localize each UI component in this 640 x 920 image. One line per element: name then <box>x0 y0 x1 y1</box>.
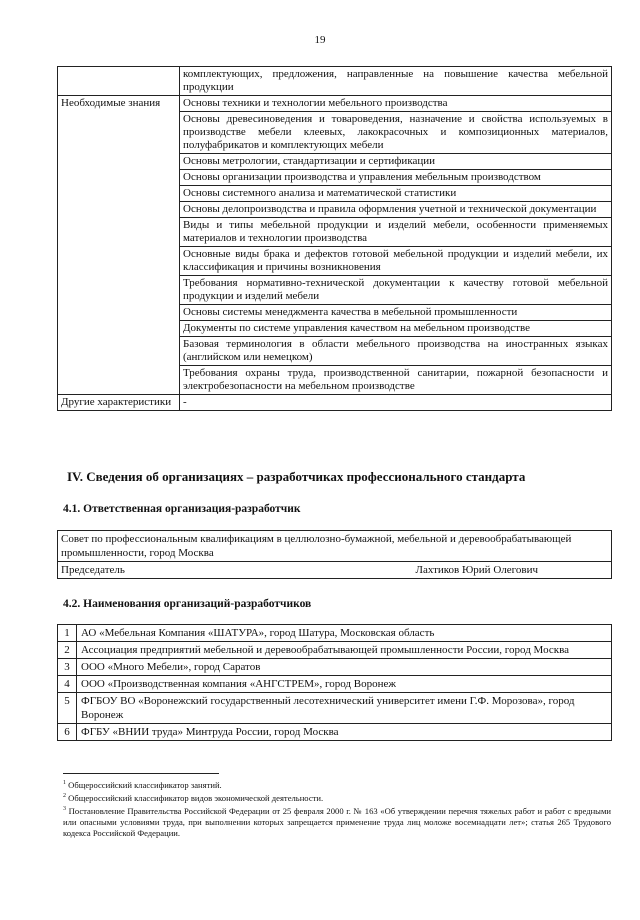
org-name: ООО «Производственная компания «АНГСТРЕМ», город Воронеж <box>77 676 612 693</box>
footnote-mark: 1 <box>63 780 66 786</box>
table-cell: комплектующих, предложения, направленные на повышение качества мебельной продукции <box>180 67 612 96</box>
section-title: IV. Сведения об организациях – разработчиках профессионального стандарта <box>67 469 526 484</box>
footnote <box>63 791 611 804</box>
org-number: 1 <box>58 625 77 642</box>
table-row <box>58 395 612 411</box>
footnote-text: Общероссийский классификатор видов экономической деятельности. <box>66 792 324 803</box>
table-row <box>58 676 612 693</box>
org-name: ФГБОУ ВО «Воронежский государственный лесотехнический университет имени Г.Ф. Морозова», город Воронеж <box>77 693 612 724</box>
responsible-org-name: Совет по профессиональным квалификациям в целлюлозно-бумажной, мебельной и деревообрабатывающей промышленности, город Москва <box>58 531 612 562</box>
footnote-mark: 3 <box>63 805 66 812</box>
page-number: 19 <box>314 34 326 46</box>
footnote-text: Постановление Правительства Российской Федерации от 25 февраля 2000 г. № 163 «Об утверждении перечня тяжелых работ и работ с вредными или опасными условиями труда, при выполнении которых запрещается применение труда лиц моложе восемнадцати лет»; статья 265 Трудового кодекса Российской Федерации. <box>63 805 611 838</box>
table-row <box>58 659 612 676</box>
responsible-person: Лахтиков Юрий Олегович <box>415 564 538 576</box>
knowledge-item: Базовая терминология в области мебельного производства на иностранных языках (английском или немецком) <box>180 337 612 366</box>
org-name: АО «Мебельная Компания «ШАТУРА», город Шатура, Московская область <box>77 625 612 642</box>
org-number: 4 <box>58 676 77 693</box>
knowledge-item: Требования охраны труда, производственной санитарии, пожарной безопасности и электробезопасности на мебельном производстве <box>180 366 612 395</box>
org-number: 6 <box>58 724 77 741</box>
knowledge-item: Основы древесиноведения и товароведения, назначение и свойства используемых в производстве мебели клеевых, лакокрасочных и композиционных материалов, полуфабрикатов и комплектующих мебели <box>180 112 612 154</box>
table-row <box>58 693 612 724</box>
table-row <box>58 531 612 562</box>
footnote-divider <box>63 773 219 774</box>
knowledge-item: Основы делопроизводства и правила оформления учетной и технической документации <box>180 202 612 218</box>
responsible-person-cell <box>58 562 612 579</box>
footnotes <box>63 778 611 839</box>
knowledge-label: Необходимые знания <box>58 96 180 395</box>
knowledge-item: Требования нормативно-технической документации к качеству готовой мебельной продукции и изделий мебели <box>180 276 612 305</box>
table-row <box>58 625 612 642</box>
other-value: - <box>180 395 612 411</box>
other-label: Другие характеристики <box>58 395 180 411</box>
knowledge-table <box>57 66 612 411</box>
org-name: ООО «Много Мебели», город Саратов <box>77 659 612 676</box>
developer-orgs-table <box>57 624 612 741</box>
org-number: 5 <box>58 693 77 724</box>
table-row <box>58 96 612 112</box>
org-number: 3 <box>58 659 77 676</box>
footnote <box>63 778 611 791</box>
knowledge-item: Виды и типы мебельной продукции и изделий мебели, особенности применяемых материалов и технологии производства <box>180 218 612 247</box>
org-name: ФГБУ «ВНИИ труда» Минтруда России, город Москва <box>77 724 612 741</box>
knowledge-item: Основные виды брака и дефектов готовой мебельной продукции и изделий мебели, их классификация и причины возникновения <box>180 247 612 276</box>
table-cell-empty <box>58 67 180 96</box>
org-number: 2 <box>58 642 77 659</box>
org-name: Ассоциация предприятий мебельной и деревообрабатывающей промышленности России, город Москва <box>77 642 612 659</box>
footnote-mark: 2 <box>63 792 66 799</box>
knowledge-item: Документы по системе управления качеством на мебельном производстве <box>180 321 612 337</box>
responsible-org-heading: 4.1. Ответственная организация-разработчик <box>63 503 301 515</box>
knowledge-item: Основы организации производства и управления мебельным производством <box>180 170 612 186</box>
footnote-text: Общероссийский классификатор занятий. <box>66 779 222 790</box>
responsible-role: Председатель <box>61 564 125 576</box>
table-row <box>58 724 612 741</box>
knowledge-item: Основы системного анализа и математической статистики <box>180 186 612 202</box>
table-row <box>58 67 612 96</box>
knowledge-item: Основы техники и технологии мебельного производства <box>180 96 612 112</box>
footnote <box>63 804 611 839</box>
developer-orgs-heading: 4.2. Наименования организаций-разработчиков <box>63 598 312 610</box>
knowledge-item: Основы метрологии, стандартизации и сертификации <box>180 154 612 170</box>
table-row <box>58 562 612 579</box>
table-row <box>58 642 612 659</box>
knowledge-item: Основы системы менеджмента качества в мебельной промышленности <box>180 305 612 321</box>
responsible-org-table <box>57 530 612 579</box>
